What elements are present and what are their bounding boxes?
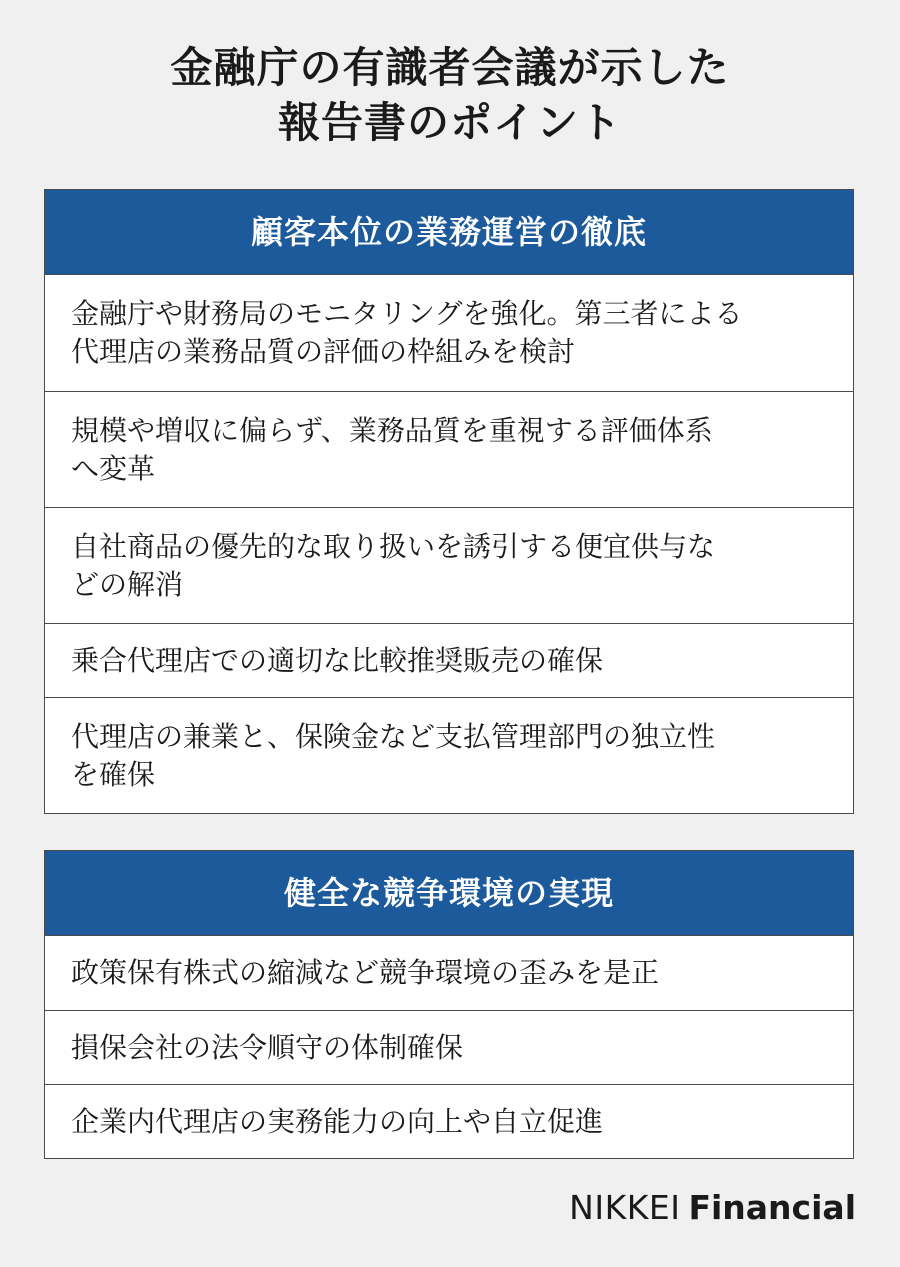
list-item: [45, 391, 853, 507]
list-item-line: 代理店の業務品質の評価の枠組みを検討: [71, 335, 576, 368]
list-item: [45, 507, 853, 623]
list-item-line: を確保: [71, 757, 156, 791]
list-item: [45, 1010, 853, 1084]
list-item-line: どの解消: [71, 567, 184, 601]
page-title-line-1: 金融庁の有識者会議が示した: [170, 43, 730, 92]
list-item-line: 代理店の兼業と、保険金など支払管理部門の独立性: [71, 719, 716, 753]
list-item: [45, 697, 853, 813]
section-heading: 顧客本位の業務運営の徹底: [45, 190, 853, 275]
list-item: [45, 275, 853, 391]
section-customer-first: [44, 189, 854, 814]
list-item: [45, 623, 853, 697]
list-item-line: 金融庁や財務局のモニタリングを強化。第三者による: [71, 297, 743, 330]
list-item-line: 自社商品の優先的な取り扱いを誘引する便宜供与な: [71, 529, 716, 563]
page-title-line-2: 報告書のポイント: [277, 98, 622, 147]
list-item-line: 規模や増収に偏らず、業務品質を重視する評価体系: [71, 413, 713, 447]
page-title: [0, 40, 900, 150]
list-item: [45, 1084, 853, 1158]
nikkei-financial-logo: [569, 1188, 856, 1228]
list-item-line: 政策保有株式の縮減など競争環境の歪みを是正: [71, 956, 660, 989]
logo-product: Financial: [688, 1188, 856, 1227]
list-item-line: 乗合代理店での適切な比較推奨販売の確保: [71, 643, 604, 677]
list-item-line: 企業内代理店の実務能力の向上や自立促進: [71, 1104, 604, 1138]
section-healthy-competition: [44, 850, 854, 1159]
section-heading: 健全な競争環境の実現: [45, 851, 853, 936]
list-item-line: 損保会社の法令順守の体制確保: [71, 1030, 464, 1064]
logo-brand: NIKKEI: [569, 1188, 681, 1227]
list-item-line: へ変革: [71, 451, 156, 485]
list-item: [45, 936, 853, 1010]
